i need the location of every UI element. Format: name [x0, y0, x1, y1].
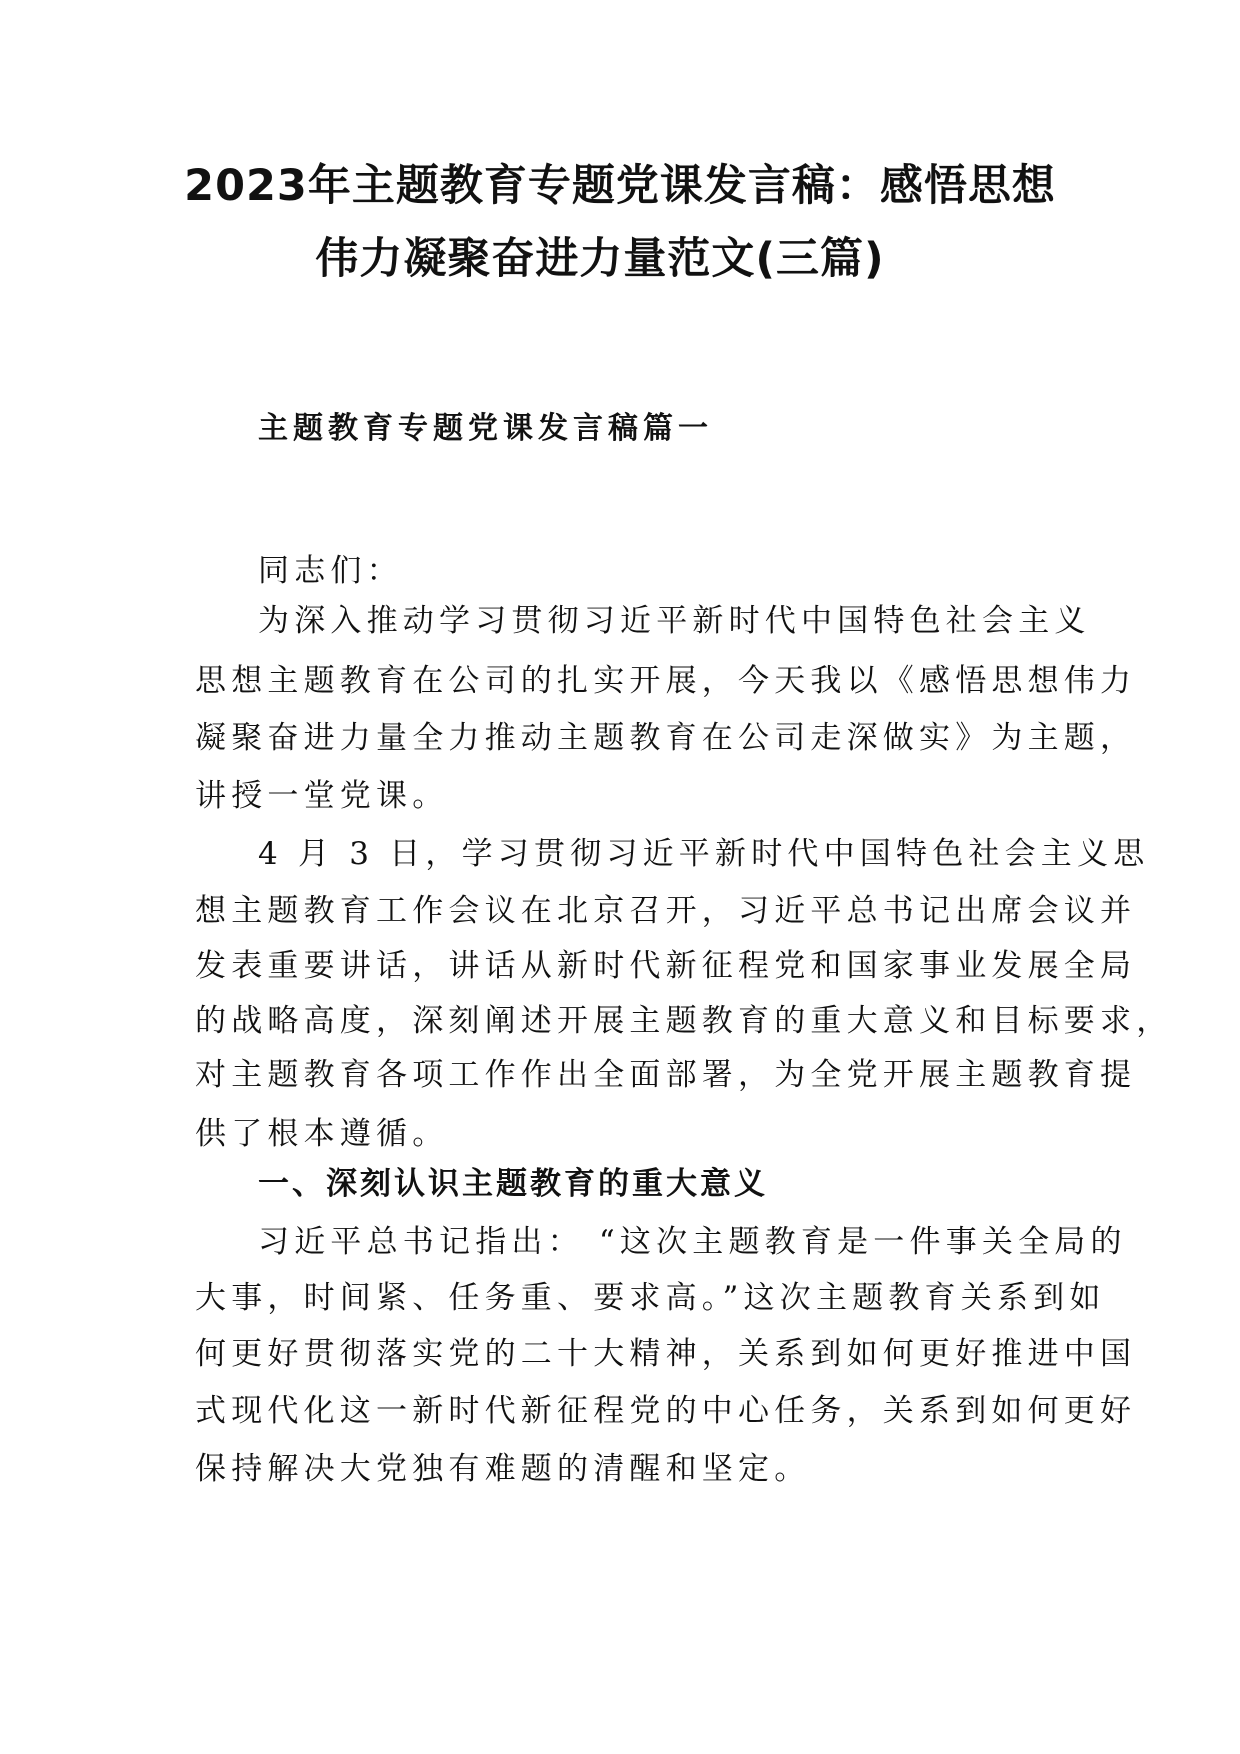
paragraph-line: 想主题教育工作会议在北京召开，习近平总书记出席会议并	[195, 893, 1137, 929]
paragraph-line: 式现代化这一新时代新征程党的中心任务，关系到如何更好	[195, 1393, 1137, 1429]
paragraph-line: 何更好贯彻落实党的二十大精神，关系到如何更好推进中国	[195, 1336, 1137, 1372]
paragraph-line: 习近平总书记指出： “这次主题教育是一件事关全局的	[258, 1224, 1127, 1260]
paragraph-line: 凝聚奋进力量全力推动主题教育在公司走深做实》为主题，	[195, 720, 1137, 756]
paragraph-line: 对主题教育各项工作作出全面部署，为全党开展主题教育提	[195, 1057, 1137, 1093]
paragraph-line: 供了根本遵循。	[195, 1116, 449, 1152]
title-line-1: 2023年主题教育专题党课发言稿：感悟思想	[184, 161, 1056, 211]
salutation: 同志们：	[258, 553, 403, 589]
paragraph-line: 讲授一堂党课。	[195, 778, 449, 814]
paragraph-line: 为深入推动学习贯彻习近平新时代中国特色社会主义	[258, 603, 1091, 639]
paragraph-line: 4 月 3 日，学习贯彻习近平新时代中国特色社会主义思	[258, 836, 1150, 872]
paragraph-line: 保持解决大党独有难题的清醒和坚定。	[195, 1451, 811, 1487]
section-title: 主题教育专题党课发言稿篇一	[258, 411, 713, 446]
heading-1: 一、深刻认识主题教育的重大意义	[258, 1166, 768, 1202]
paragraph-line: 发表重要讲话，讲话从新时代新征程党和国家事业发展全局	[195, 948, 1137, 984]
document-title	[130, 150, 1110, 296]
paragraph-line: 大事，时间紧、任务重、要求高。”这次主题教育关系到如	[195, 1280, 1106, 1316]
paragraph-line: 思想主题教育在公司的扎实开展，今天我以《感悟思想伟力	[195, 663, 1137, 699]
title-line-2: 伟力凝聚奋进力量范文(三篇)	[315, 234, 885, 284]
paragraph-line: 的战略高度，深刻阐述开展主题教育的重大意义和目标要求，	[195, 1003, 1173, 1039]
